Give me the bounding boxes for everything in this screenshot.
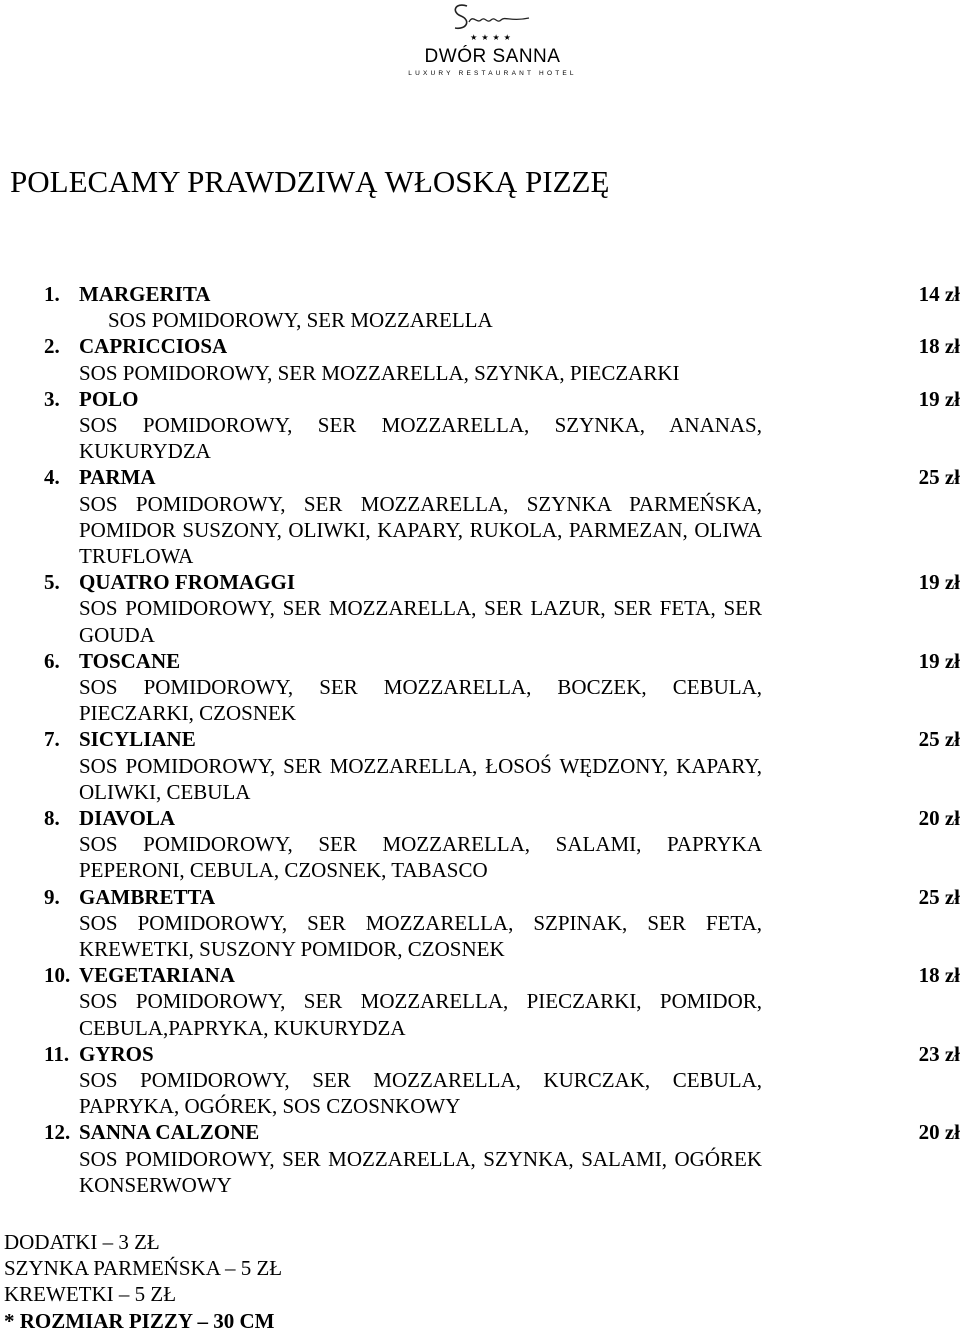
item-number: 2. (44, 334, 60, 359)
item-name: SICYLIANE (79, 727, 196, 752)
menu-item (0, 962, 960, 1041)
menu-item (0, 1041, 960, 1120)
item-description: SOS POMIDOROWY, SER MOZZARELLA, SER LAZUR, SER FETA, SER GOUDA (79, 596, 762, 647)
item-name: QUATRO FROMAGGI (79, 570, 296, 595)
item-description: SOS POMIDOROWY, SER MOZZARELLA, SZYNKA PARMEŃSKA, POMIDOR SUSZONY, OLIWKI, KAPARY, RUKOLA, PARMEZAN, OLIWA TRUFLOWA (79, 491, 762, 568)
item-name: CAPRICCIOSA (79, 334, 228, 359)
item-name: VEGETARIANA (79, 963, 235, 988)
item-description: SOS POMIDOROWY, SER MOZZARELLA, ŁOSOŚ WĘDZONY, KAPARY, OLIWKI, CEBULA (79, 753, 762, 804)
item-price: 20 zł (918, 805, 960, 830)
extras-shrimp: KREWETKI – 5 ZŁ (4, 1282, 177, 1307)
item-number: 3. (44, 386, 60, 411)
item-description: SOS POMIDOROWY, SER MOZZARELLA, SALAMI, PAPRYKA PEPERONI, CEBULA, CZOSNEK, TABASCO (79, 832, 762, 883)
item-description: SOS POMIDOROWY, SER MOZZARELLA (108, 308, 493, 333)
item-price: 19 zł (918, 648, 960, 673)
item-description: SOS POMIDOROWY, SER MOZZARELLA, KURCZAK, CEBULA, PAPRYKA, OGÓREK, SOS CZOSNKOWY (79, 1067, 762, 1119)
item-number: 1. (44, 282, 60, 306)
item-description: SOS POMIDOROWY, SER MOZZARELLA, SZYNKA, ANANAS, KUKURYDZA (79, 412, 762, 464)
menu-item (0, 648, 960, 727)
item-number: 8. (44, 805, 60, 830)
item-name: MARGERITA (79, 282, 211, 306)
menu-item (0, 386, 960, 465)
item-name: POLO (79, 386, 139, 411)
item-description: SOS POMIDOROWY, SER MOZZARELLA, SZYNKA, PIECZARKI (79, 360, 680, 385)
item-description: SOS POMIDOROWY, SER MOZZARELLA, SZYNKA, SALAMI, OGÓREK KONSERWOWY (79, 1146, 762, 1197)
item-price: 18 zł (918, 963, 960, 988)
logo-stars: ★★★★ (470, 33, 515, 42)
extras-parma-ham: SZYNKA PARMEŃSKA – 5 ZŁ (4, 1256, 283, 1281)
item-name: PARMA (79, 465, 156, 490)
menu-item (0, 884, 960, 963)
item-price: 25 zł (918, 465, 960, 490)
pizza-size-note: * ROZMIAR PIZZY – 30 CM (4, 1308, 275, 1333)
menu-item (0, 805, 960, 884)
item-number: 12. (44, 1120, 71, 1145)
item-price: 14 zł (918, 282, 960, 306)
menu-item (0, 464, 960, 569)
item-name: DIAVOLA (79, 805, 176, 830)
pizza-menu (0, 281, 960, 1198)
signature-logo-icon (433, 0, 553, 34)
item-price: 20 zł (918, 1120, 960, 1145)
item-description: SOS POMIDOROWY, SER MOZZARELLA, SZPINAK, SER FETA, KREWETKI, SUSZONY POMIDOR, CZOSNEK (79, 910, 762, 961)
item-number: 9. (44, 884, 60, 909)
item-number: 11. (44, 1041, 70, 1066)
item-number: 10. (44, 963, 71, 988)
menu-item (0, 281, 960, 333)
item-number: 6. (44, 648, 60, 673)
item-price: 19 zł (918, 386, 960, 411)
item-name: GYROS (79, 1041, 154, 1066)
item-name: SANNA CALZONE (79, 1120, 260, 1145)
item-description: SOS POMIDOROWY, SER MOZZARELLA, BOCZEK, CEBULA, PIECZARKI, CZOSNEK (79, 674, 762, 726)
item-number: 7. (44, 727, 60, 752)
page-title: POLECAMY PRAWDZIWĄ WŁOSKĄ PIZZĘ (10, 164, 610, 199)
item-price: 18 zł (918, 334, 960, 359)
menu-item (0, 333, 960, 385)
item-number: 4. (44, 465, 60, 490)
menu-item (0, 569, 960, 648)
item-price: 25 zł (918, 727, 960, 752)
item-description: SOS POMIDOROWY, SER MOZZARELLA, PIECZARKI, POMIDOR, CEBULA,PAPRYKA, KUKURYDZA (79, 989, 762, 1040)
logo (405, 0, 580, 82)
item-number: 5. (44, 570, 60, 595)
extras-toppings: DODATKI – 3 ZŁ (4, 1230, 160, 1254)
item-name: TOSCANE (79, 648, 181, 673)
item-price: 23 zł (918, 1041, 960, 1066)
item-name: GAMBRETTA (79, 884, 216, 909)
menu-item (0, 726, 960, 805)
menu-item (0, 1119, 960, 1198)
item-price: 25 zł (918, 884, 960, 909)
item-price: 19 zł (918, 570, 960, 595)
extras-section (4, 1229, 282, 1334)
logo-subtitle: LUXURY RESTAURANT HOTEL (408, 70, 577, 77)
logo-name: DWÓR SANNA (424, 46, 561, 67)
